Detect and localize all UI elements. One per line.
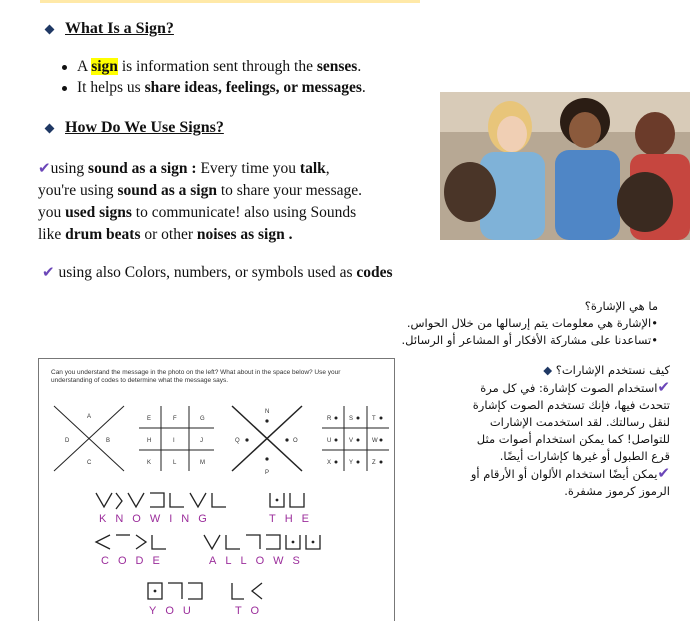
check-icon: ✔ [657,378,670,396]
bullet-item-2: It helps us share ideas, feelings, or messages. [62,77,366,98]
cipher-glyphs-row-3 [144,579,284,603]
arabic-block-2 [455,362,670,500]
section1-heading-row [46,20,174,38]
svg-text:N: N [265,409,270,415]
svg-text:E: E [147,416,152,422]
section2-paragraph: ✔using sound as a sign : Every time you talk, you're using sound as a sign to share your message. you used signs to communicate! also using Sounds like drum beats or other noises as sign . [38,159,363,243]
section1-heading: What Is a Sign? [65,20,174,37]
key-letter-c: C [87,460,92,466]
svg-text:U: U [327,438,332,444]
arabic-question-1: ما هي الإشارة؟ [584,299,658,313]
cipher-glyphs-row-2 [94,531,344,553]
decoded-word-allows: ALLOWS [209,555,309,567]
bullet-item-1: A sign is information sent through the senses. [62,56,366,77]
section2-heading-row [46,119,224,137]
key-letter-d: D [65,438,70,444]
decoded-word-to: TO [235,605,269,617]
svg-text:W: W [372,438,378,444]
bullet-dot-icon [62,86,67,91]
decoded-word-code: CODE [101,555,169,567]
pigpen-key [49,401,389,476]
diamond-bullet-icon [45,24,55,34]
children-photo [440,92,690,240]
key-letter-b: B [106,438,111,444]
codes-line: ✔ using also Colors, numbers, or symbols used as codes [42,263,393,281]
key-letter-a: A [87,414,92,420]
check-icon: ✔ [42,263,55,281]
arabic-question-2: كيف نستخدم الإشارات؟ ◆ [543,363,670,377]
arabic-paragraph-1: ✔استخدام الصوت كإشارة: في كل مرة تتحدث فيها، فإنك تستخدم الصوت كإشارة لنقل رسالتك. لقد استخدمت الإشارات للتواصل! كما يمكن استخدام أصوات مثل قرع الطبول أو غيرها كإشارات أيضًا. [472,378,670,463]
svg-text:Y: Y [349,460,354,466]
arabic-block-1 [400,298,658,349]
svg-text:R: R [327,416,332,422]
svg-text:P: P [265,470,270,476]
svg-text:J: J [200,438,203,444]
svg-text:M: M [200,460,205,466]
svg-text:T: T [372,416,376,422]
svg-text:Z: Z [372,460,376,466]
cipher-glyphs-row-1 [94,489,344,511]
arabic-paragraph-2: ✔يمكن أيضًا استخدام الألوان أو الأرقام أو الرموز كرموز مشفرة. [470,464,670,498]
code-worksheet [38,358,395,621]
svg-text:O: O [293,438,298,444]
svg-text:L: L [173,460,177,466]
decoded-word-you: YOU [149,605,200,617]
svg-text:V: V [349,438,354,444]
highlighted-word: sign [91,58,118,75]
svg-text:I: I [173,438,175,444]
section1-bullets [62,56,366,98]
bullet-dot-icon [62,65,67,70]
svg-text:Q: Q [235,438,240,444]
svg-text:K: K [147,460,152,466]
check-icon: ✔ [657,464,670,482]
decoded-word-the: THE [269,513,318,525]
worksheet-instructions: Can you understand the message in the photo on the left? What about in the space below? Use your understanding of codes to determine what the message says. [51,369,341,384]
svg-text:X: X [327,460,332,466]
arabic-bullet-2: •تساعدنا على مشاركة الأفكار أو المشاعر أو الرسائل. [401,333,658,347]
svg-text:F: F [173,416,177,422]
top-highlight-bar [40,0,420,3]
svg-text:H: H [147,438,152,444]
check-icon: ✔ [38,159,51,177]
decoded-word-knowing: KNOWING [99,513,216,525]
svg-text:G: G [200,416,205,422]
svg-text:S: S [349,416,354,422]
section2-heading: How Do We Use Signs? [65,119,224,136]
children-photo-illustration [440,92,690,240]
diamond-bullet-icon [45,123,55,133]
arabic-bullet-1: •الإشارة هي معلومات يتم إرسالها من خلال الحواس. [406,316,658,330]
